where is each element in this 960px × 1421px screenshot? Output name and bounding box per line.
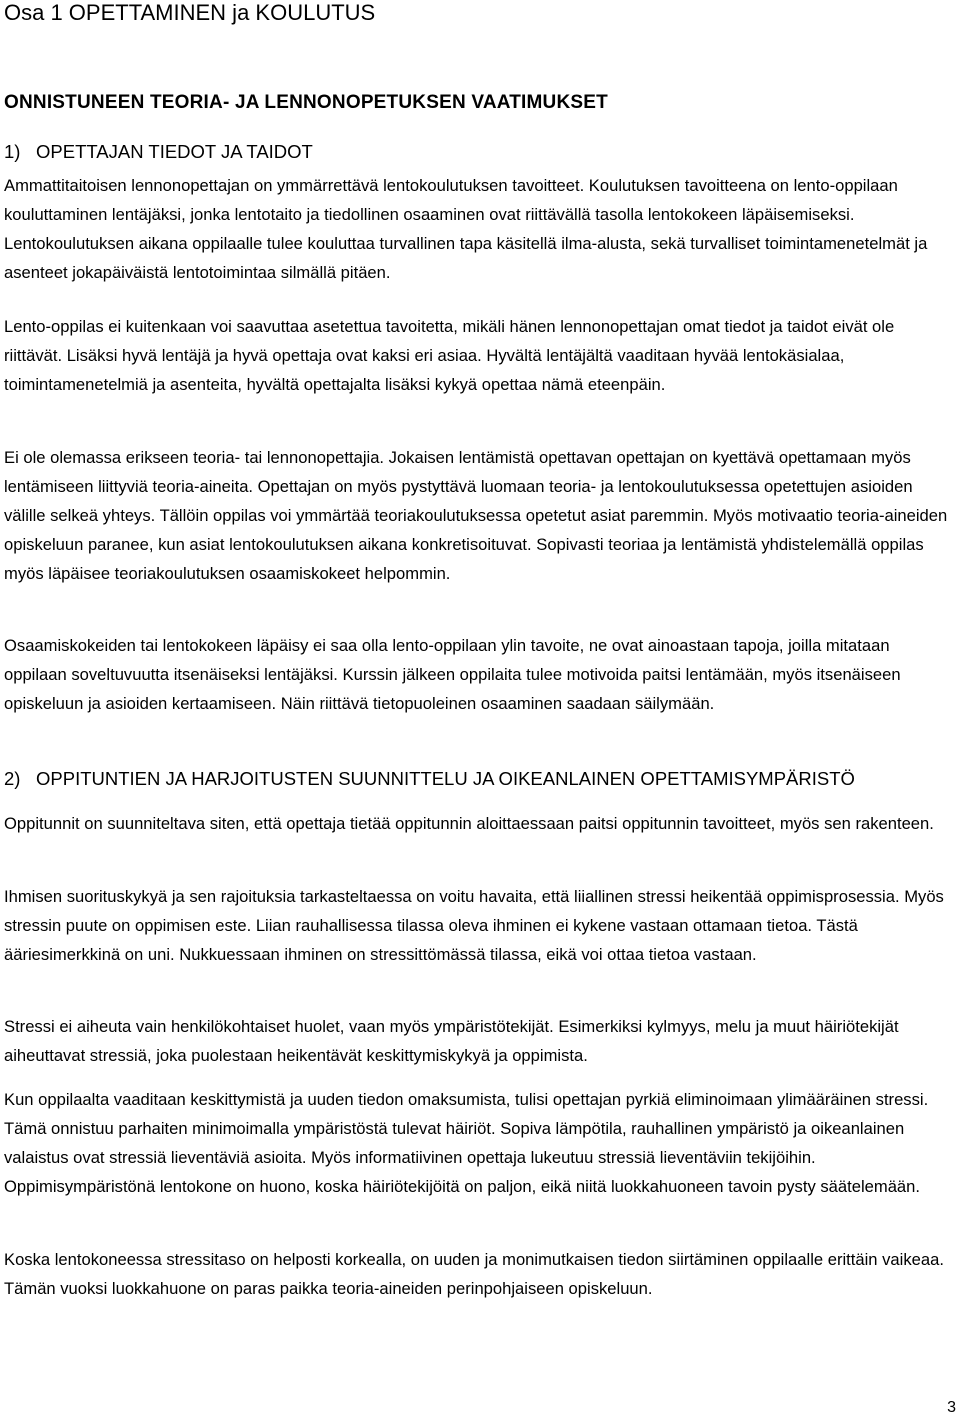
section-2-heading: [4, 768, 855, 790]
section-2-number: 2): [4, 768, 21, 789]
paragraph: Koska lentokoneessa stressitaso on helposti korkealla, on uuden ja monimutkaisen tiedon siirtäminen oppilaalle erittäin vaikeaa. Tämän vuoksi luokkahuone on paras paikka teoria-aineiden perinpohjaiseen opiskeluun.: [4, 1250, 944, 1298]
paragraph: Ihmisen suorituskykyä ja sen rajoituksia tarkasteltaessa on voitu havaita, että liiallinen stressi heikentää oppimisprosessia. Myös stressin puute on oppimisen este. Liian rauhallisessa tilassa oleva ihminen ei kykene vastaan ottamaan tietoa. Tästä ääriesimerkkinä on uni. Nukkuessaan ihminen on stressittömässä tilassa, eikä voi ottaa tietoa vastaan.: [4, 887, 944, 964]
section-1-title: OPETTAJAN TIEDOT JA TAIDOT: [36, 141, 313, 162]
paragraph: Stressi ei aiheuta vain henkilökohtaiset huolet, vaan myös ympäristötekijät. Esimerkiksi kylmyys, melu ja muut häiriötekijät aiheuttavat stressiä, joka puolestaan heikentävät keskittymiskykyä ja oppimista.: [4, 1017, 899, 1065]
document-title: Osa 1 OPETTAMINEN ja KOULUTUS: [4, 0, 376, 25]
paragraph: Ei ole olemassa erikseen teoria- tai lennonopettajia. Jokaisen lentämistä opettavan opettajan on kyettävä opettamaan myös lentämiseen liittyviä teoria-aineita. Opettajan on myös pystyttävä luomaan teoria- ja lentokoulutuksessa opetettujen asioiden välille selkeä yhteys. Tällöin oppilas voi ymmärtää teoriakoulutuksessa opetetut asiat paremmin. Myös motivaatio teoria-aineiden opiskeluun paranee, kun asiat lentokoulutuksen aikana konkretisoituvat. Sopivasti teoriaa ja lentämistä yhdistelemällä oppilas myös läpäisee teoriakoulutuksen osaamiskokeet helpommin.: [4, 448, 948, 583]
paragraph: Osaamiskokeiden tai lentokokeen läpäisy ei saa olla lento-oppilaan ylin tavoite, ne ovat ainoastaan tapoja, joilla mitataan oppilaan soveltuvuutta itsenäiseksi lentäjäksi. Kurssin jälkeen oppilaita tulee motivoida paitsi lentämään, myös itsenäiseen opiskeluun ja asioiden kertaamiseen. Näin riittävä tietopuoleinen osaaminen saadaan säilymään.: [4, 636, 901, 713]
paragraph: Kun oppilaalta vaaditaan keskittymistä ja uuden tiedon omaksumista, tulisi opettajan pyrkiä eliminoimaan ylimääräinen stressi. Tämä onnistuu parhaiten minimoimalla ympäristöstä tulevat häiriöt. Sopiva lämpötila, rauhallinen ympäristö ja oikeanlainen valaistus ovat stressiä lieventäviä asioita. Myös informatiivinen opettaja lukeutuu stressiä lieventäviin tekijöihin. Oppimisympäristönä lentokone on huono, koska häiriötekijöitä on paljon, eikä niitä luokkahuoneen tavoin pysty säätelemään.: [4, 1090, 929, 1196]
paragraph: Ammattitaitoisen lennonopettajan on ymmärrettävä lentokoulutuksen tavoitteet. Koulutuksen tavoitteena on lento-oppilaan kouluttaminen lentäjäksi, jonka lentotaito ja tiedollinen osaaminen ovat riittävällä tasolla lentokokeen läpäisemiseksi. Lentokoulutuksen aikana oppilaalle tulee kouluttaa turvallinen tapa käsitellä ilma-alusta, sekä turvalliset toimintamenetelmät ja asenteet jokapäiväistä lentotoimintaa silmällä pitäen.: [4, 176, 928, 282]
main-heading: ONNISTUNEEN TEORIA- JA LENNONOPETUKSEN VAATIMUKSET: [4, 92, 608, 113]
section-1-heading: [4, 141, 313, 163]
section-1-number: 1): [4, 141, 21, 162]
paragraph: Oppitunnit on suunniteltava siten, että opettaja tietää oppitunnin aloittaessaan paitsi oppitunnin tavoitteet, myös sen rakenteen.: [4, 814, 934, 833]
paragraph: Lento-oppilas ei kuitenkaan voi saavuttaa asetettua tavoitetta, mikäli hänen lennonopettajan omat tiedot ja taidot eivät ole riittävät. Lisäksi hyvä lentäjä ja hyvä opettaja ovat kaksi eri asiaa. Hyvältä lentäjältä vaaditaan hyvää lentokäsialaa, toimintamenetelmiä ja asenteita, hyvältä opettajalta lisäksi kykyä opettaa nämä eteenpäin.: [4, 317, 895, 394]
section-2-title: OPPITUNTIEN JA HARJOITUSTEN SUUNNITTELU JA OIKEANLAINEN OPETTAMISYMPÄRISTÖ: [36, 768, 855, 789]
page-number: 3: [947, 1399, 956, 1416]
